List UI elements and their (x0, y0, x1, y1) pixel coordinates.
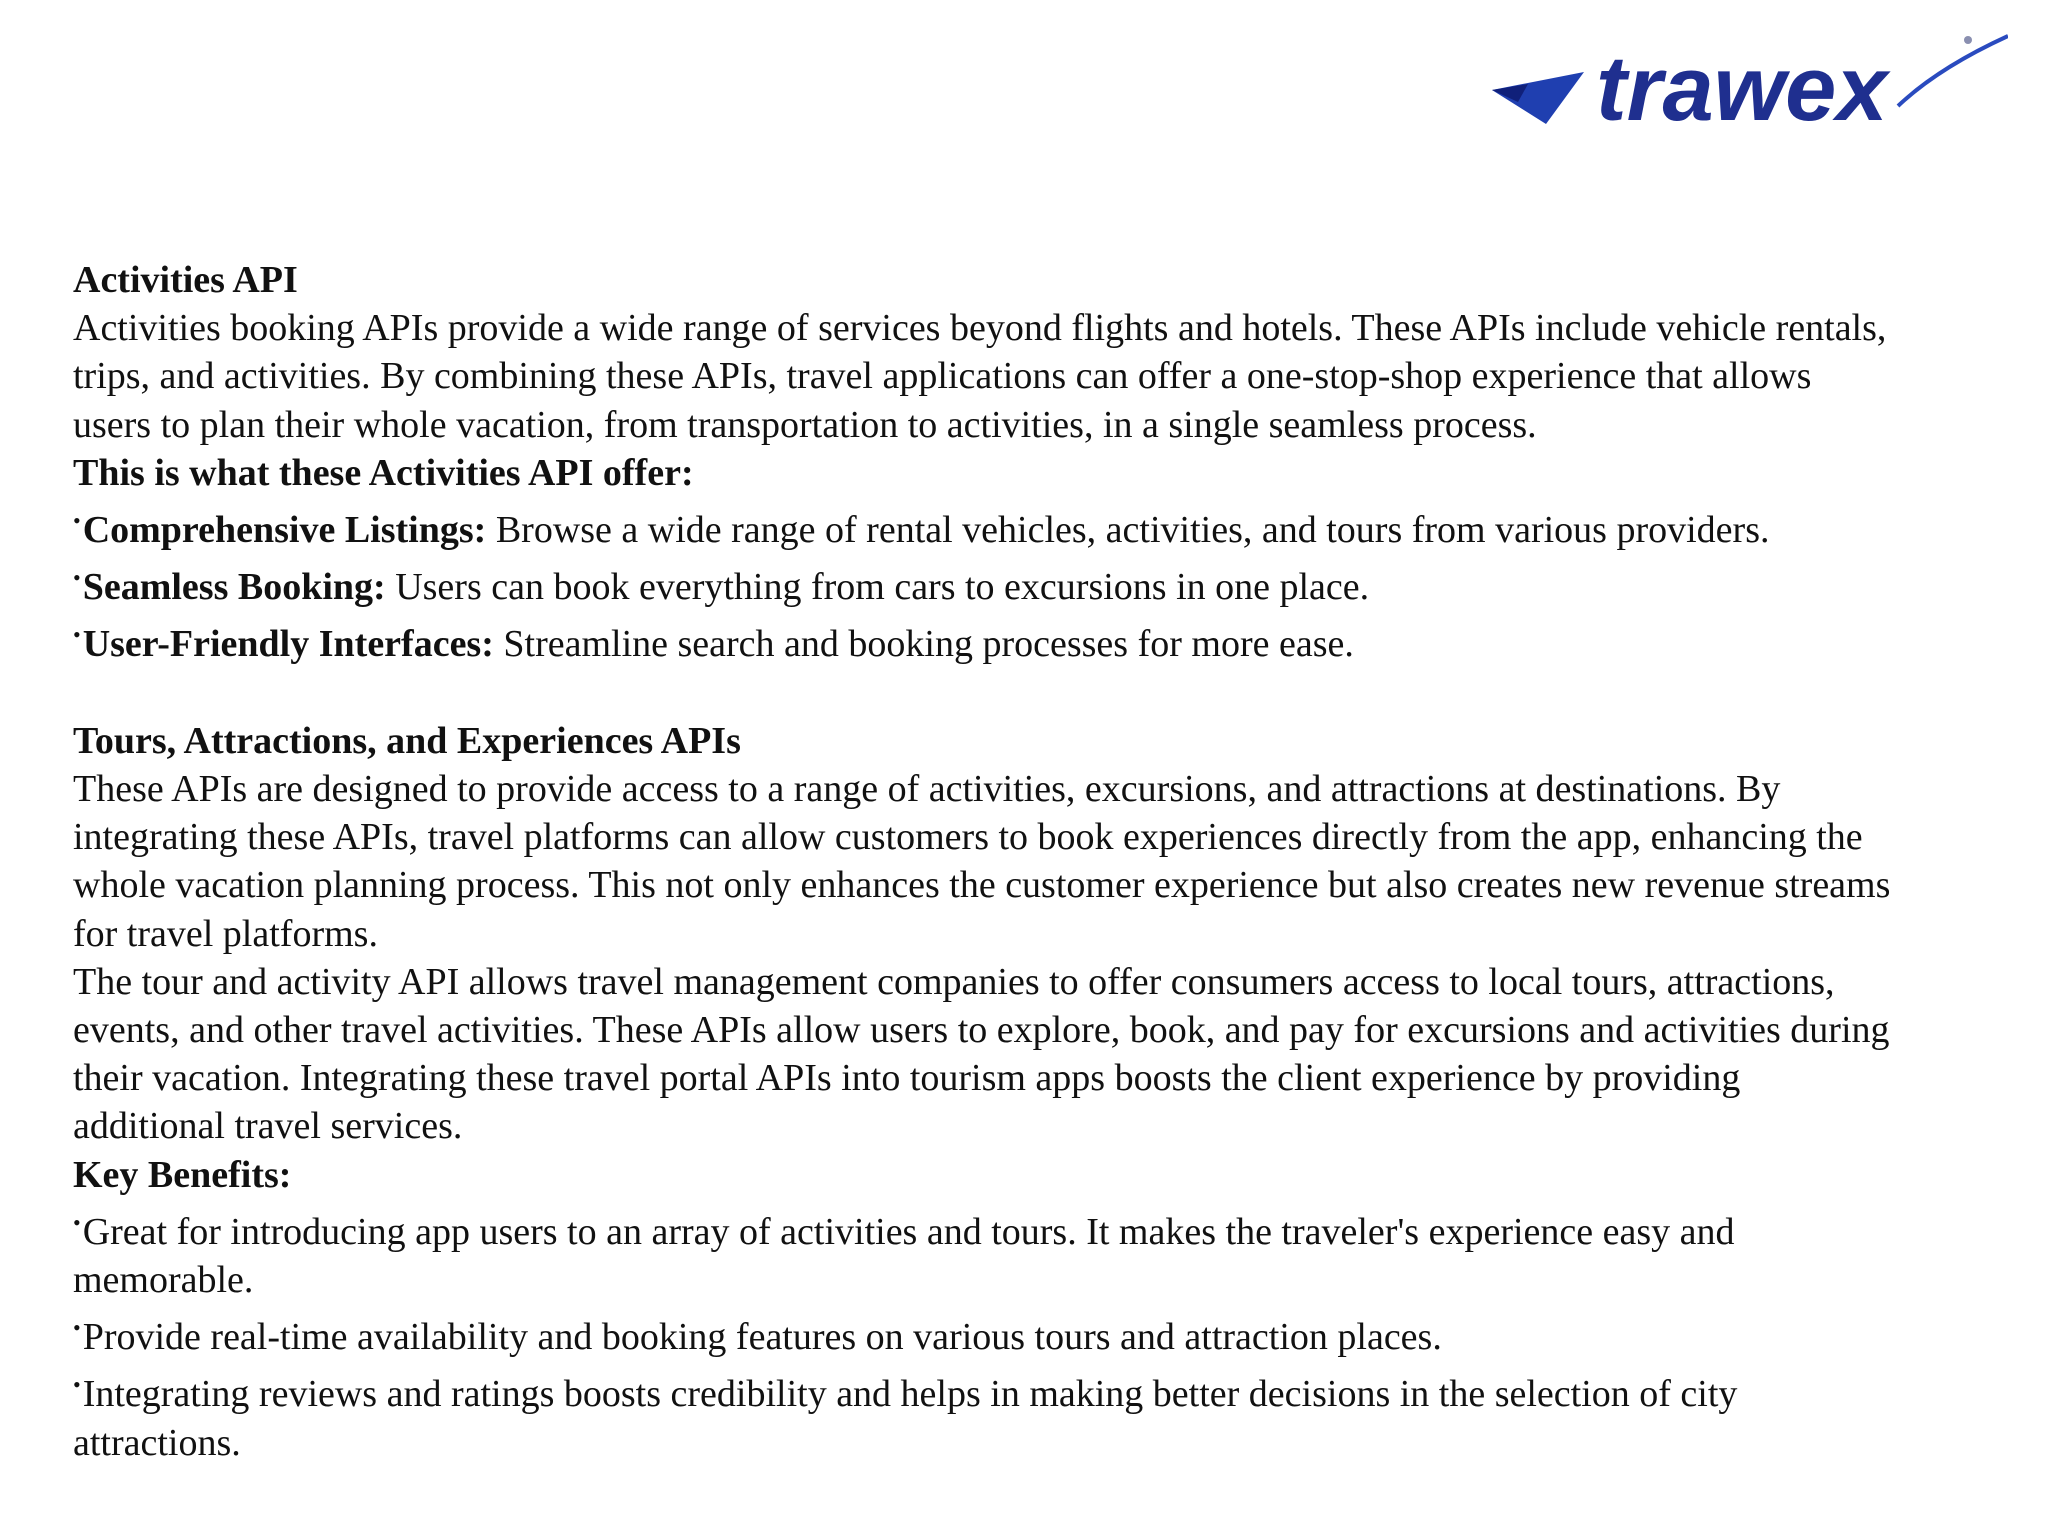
trawex-logo-graphic (1488, 28, 2008, 138)
tours-paragraph-line: their vacation. Integrating these travel portal APIs into tourism apps boosts the client experience by providing (73, 1057, 1741, 1100)
key-benefits-heading: Key Benefits: (73, 1153, 292, 1196)
activities-bullet-item (73, 554, 2013, 611)
benefit-item (73, 1361, 2013, 1418)
activities-offer-heading: This is what these Activities API offer: (73, 451, 694, 494)
tours-paragraph-line: events, and other travel activities. These APIs allow users to explore, book, and pay for excursions and activities during (73, 1009, 1890, 1052)
bullet-label: Seamless Booking: (82, 566, 386, 609)
activities-paragraph-line: Activities booking APIs provide a wide range of services beyond flights and hotels. These APIs include vehicle rentals, (73, 307, 1887, 350)
bullet-icon: • (73, 565, 81, 591)
benefit-text: Provide real-time availability and booking features on various tours and attraction places. (82, 1316, 1442, 1359)
logo-registered-icon (1964, 36, 1972, 44)
bullet-text: Users can book everything from cars to excursions in one place. (385, 566, 1370, 609)
logo-swoosh-icon (1898, 36, 2008, 106)
activities-paragraph-line: users to plan their whole vacation, from transportation to activities, in a single seamless process. (73, 403, 1537, 446)
tours-paragraph-line: integrating these APIs, travel platforms can allow customers to book experiences directly from the app, enhancing the (73, 816, 1863, 859)
tours-paragraph-line: additional travel services. (73, 1105, 463, 1148)
section-title-activities: Activities API (73, 259, 298, 301)
activities-bullet-item (73, 611, 2013, 668)
bullet-icon: • (73, 1209, 81, 1235)
benefit-continuation: memorable. (73, 1259, 254, 1302)
benefit-item (73, 1199, 2013, 1256)
bullet-icon: • (73, 1315, 81, 1341)
document-body (73, 256, 2013, 1467)
bullet-text: Streamline search and booking processes for more ease. (493, 623, 1354, 666)
bullet-icon: • (73, 1372, 81, 1398)
logo-arrow-icon (1492, 72, 1584, 124)
section-title-tours: Tours, Attractions, and Experiences APIs (73, 719, 741, 762)
benefit-text: Great for introducing app users to an array of activities and tours. It makes the traveler's experience easy and (82, 1210, 1735, 1253)
benefit-continuation: attractions. (73, 1421, 241, 1464)
bullet-label: User-Friendly Interfaces: (82, 623, 494, 666)
logo-wordmark: trawex (1596, 38, 1888, 138)
trawex-logo (1488, 28, 2008, 138)
tours-paragraph-line: whole vacation planning process. This not only enhances the customer experience but also creates new revenue streams (73, 864, 1891, 907)
bullet-text: Browse a wide range of rental vehicles, activities, and tours from various providers. (486, 509, 1770, 552)
section-spacer (73, 669, 2013, 717)
activities-paragraph-line: trips, and activities. By combining these APIs, travel applications can offer a one-stop-shop experience that allows (73, 355, 1812, 398)
bullet-icon: • (73, 622, 81, 648)
benefit-text: Integrating reviews and ratings boosts credibility and helps in making better decisions in the selection of city (82, 1373, 1738, 1416)
benefit-item (73, 1304, 2013, 1361)
activities-bullet-item (73, 497, 2013, 554)
tours-paragraph-line: The tour and activity API allows travel management companies to offer consumers access to local tours, attractions, (73, 960, 1835, 1003)
bullet-label: Comprehensive Listings: (82, 509, 487, 552)
tours-paragraph-line: These APIs are designed to provide access to a range of activities, excursions, and attractions at destinations. By (73, 768, 1781, 811)
bullet-icon: • (73, 508, 81, 534)
tours-paragraph-line: for travel platforms. (73, 912, 378, 955)
